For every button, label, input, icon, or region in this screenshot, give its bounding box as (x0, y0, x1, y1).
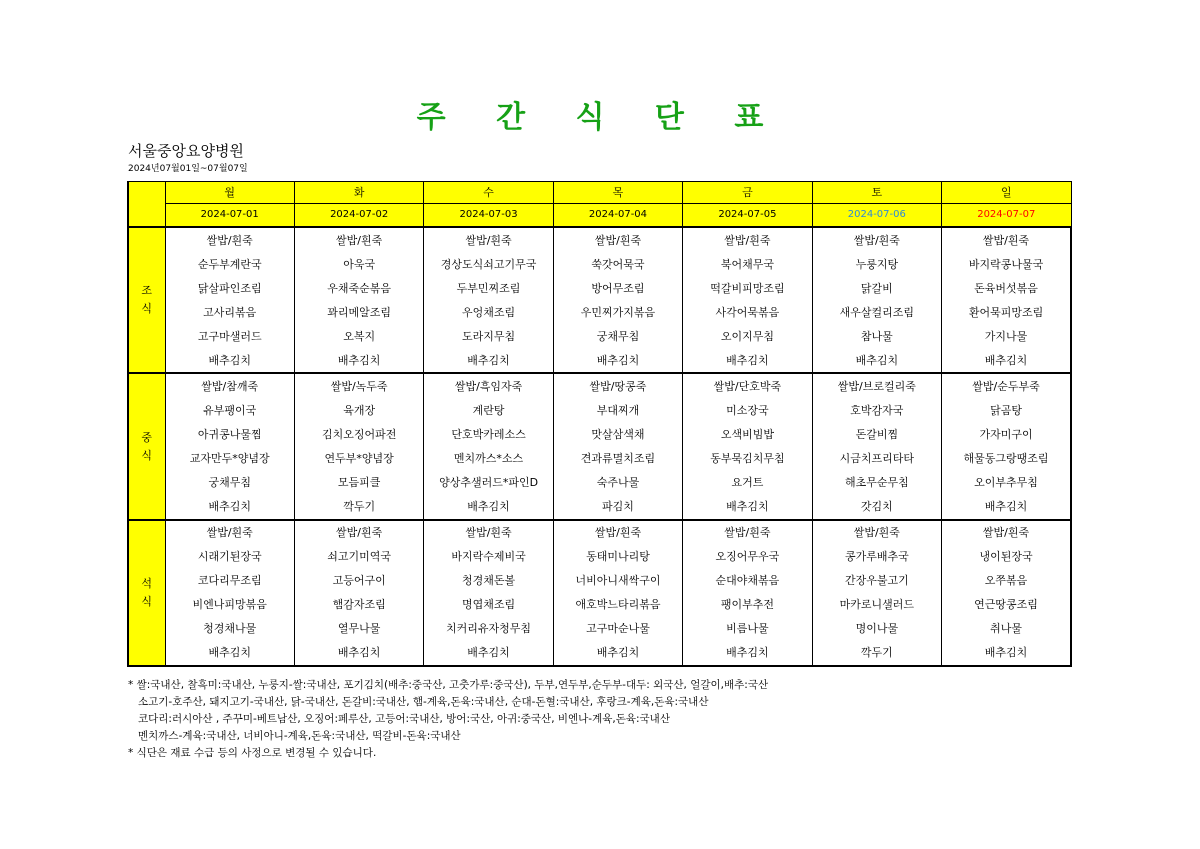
menu-row-lunch (128, 373, 1071, 398)
note-line: 코다리:러시아산 , 주꾸미-베트남산, 오징어:페루산, 고등어:국내산, 방어:국산, 아귀:중국산, 비엔나-계육,돈육:국내산 (138, 713, 670, 725)
menu-item: 오복지 (294, 324, 423, 348)
menu-item: 교자만두*양념장 (165, 447, 294, 471)
hospital-name: 서울중앙요양병원 (128, 142, 244, 160)
menu-item: 순대야채볶음 (683, 569, 812, 593)
menu-item: 배추김치 (294, 348, 423, 373)
menu-item: 쌀밥/흰죽 (553, 520, 682, 545)
menu-item: 청경채나물 (165, 617, 294, 641)
menu-item: 쌀밥/흰죽 (165, 520, 294, 545)
note-line: 소고기-호주산, 돼지고기-국내산, 닭-국내산, 돈갈비:국내산, 햄-계육,돈육:국내산, 순대-돈혈:국내산, 후랑크-계육,돈육:국내산 (138, 696, 709, 708)
menu-row-lunch (128, 495, 1071, 520)
menu-item: 열무나물 (294, 617, 423, 641)
menu-item: 배추김치 (424, 348, 553, 373)
menu-item: 쌀밥/참깨죽 (165, 373, 294, 398)
menu-item: 돈육버섯볶음 (942, 276, 1071, 300)
menu-item: 새우살컬리조림 (812, 300, 941, 324)
menu-row-dinner (128, 617, 1071, 641)
menu-row-lunch (128, 447, 1071, 471)
menu-item: 쌀밥/흰죽 (942, 227, 1071, 252)
menu-item: 오징어무우국 (683, 545, 812, 569)
menu-item: 사각어묵볶음 (683, 300, 812, 324)
menu-row-dinner (128, 545, 1071, 569)
note-line: * 식단은 재료 수급 등의 사정으로 변경될 수 있습니다. (128, 747, 377, 759)
menu-row-breakfast (128, 227, 1071, 252)
menu-item: 배추김치 (812, 348, 941, 373)
menu-item: 닭곰탕 (942, 398, 1071, 422)
menu-row-dinner (128, 520, 1071, 545)
day-sun: 일 (942, 182, 1071, 204)
header-corner-cell (128, 182, 165, 228)
menu-item: 오쭈볶음 (942, 569, 1071, 593)
day-header-row (128, 182, 1071, 204)
page-title: 주 간 식 단 표 (416, 100, 784, 135)
menu-item: 요거트 (683, 471, 812, 495)
menu-item: 우엉채조림 (424, 300, 553, 324)
menu-item: 배추김치 (165, 641, 294, 666)
menu-item: 아귀콩나물찜 (165, 422, 294, 446)
menu-item: 시금치프리타타 (812, 447, 941, 471)
menu-item: 배추김치 (942, 348, 1071, 373)
menu-item: 청경채돈볼 (424, 569, 553, 593)
menu-item: 가자미구이 (942, 422, 1071, 446)
meal-label-text: 조식 (141, 284, 153, 316)
menu-row-breakfast (128, 324, 1071, 348)
menu-item: 쌀밥/녹두죽 (294, 373, 423, 398)
menu-item: 깍두기 (812, 641, 941, 666)
menu-item: 해물동그랑땡조림 (942, 447, 1071, 471)
menu-item: 오색비빔밥 (683, 422, 812, 446)
menu-item: 부대찌개 (553, 398, 682, 422)
menu-item: 연두부*양념장 (294, 447, 423, 471)
day-fri: 금 (683, 182, 812, 204)
menu-item: 비엔나피망볶음 (165, 593, 294, 617)
menu-item: 꽈리메알조림 (294, 300, 423, 324)
menu-item: 쌀밥/흑임자죽 (424, 373, 553, 398)
menu-item: 쌀밥/흰죽 (165, 227, 294, 252)
menu-item: 돈갈비찜 (812, 422, 941, 446)
menu-item: 도라지무침 (424, 324, 553, 348)
menu-item: 배추김치 (683, 641, 812, 666)
weekly-menu-table (127, 181, 1072, 667)
menu-row-lunch (128, 398, 1071, 422)
meal-label-dinner (128, 520, 165, 666)
menu-item: 숙주나물 (553, 471, 682, 495)
menu-item: 쑥갓어묵국 (553, 252, 682, 276)
menu-item: 쌀밥/흰죽 (942, 520, 1071, 545)
menu-row-dinner (128, 641, 1071, 666)
note-line: 멘치까스-계육:국내산, 너비아니-계육,돈육:국내산, 떡갈비-돈육:국내산 (138, 730, 461, 742)
menu-item: 궁채무침 (165, 471, 294, 495)
menu-item: 우민찌가지볶음 (553, 300, 682, 324)
menu-item: 애호박느타리볶음 (553, 593, 682, 617)
origin-notes (128, 677, 768, 762)
menu-item: 배추김치 (294, 641, 423, 666)
day-tue: 화 (294, 182, 423, 204)
menu-item: 아욱국 (294, 252, 423, 276)
menu-item: 육개장 (294, 398, 423, 422)
menu-row-breakfast (128, 276, 1071, 300)
menu-item: 햄감자조림 (294, 593, 423, 617)
menu-item: 쌀밥/흰죽 (553, 227, 682, 252)
menu-item: 쌀밥/브로컬리죽 (812, 373, 941, 398)
menu-item: 명이나물 (812, 617, 941, 641)
menu-item: 오이부추무침 (942, 471, 1071, 495)
menu-item: 쌀밥/흰죽 (424, 227, 553, 252)
menu-item: 콩가루배추국 (812, 545, 941, 569)
menu-item: 코다리무조림 (165, 569, 294, 593)
menu-row-lunch (128, 422, 1071, 446)
date-sun: 2024-07-07 (942, 204, 1071, 228)
meal-label-text: 중식 (141, 430, 153, 462)
menu-item: 모듬피클 (294, 471, 423, 495)
menu-item: 양상추샐러드*파인D (424, 471, 553, 495)
menu-item: 고구마순나물 (553, 617, 682, 641)
menu-item: 연근땅콩조림 (942, 593, 1071, 617)
menu-item: 고등어구이 (294, 569, 423, 593)
day-thu: 목 (553, 182, 682, 204)
menu-item: 쌀밥/순두부죽 (942, 373, 1071, 398)
menu-row-dinner (128, 569, 1071, 593)
menu-item: 견과류멸치조림 (553, 447, 682, 471)
menu-item: 단호박카레소스 (424, 422, 553, 446)
menu-item: 멘치까스*소스 (424, 447, 553, 471)
menu-item: 닭갈비 (812, 276, 941, 300)
date-thu: 2024-07-04 (553, 204, 682, 228)
menu-item: 배추김치 (424, 495, 553, 520)
menu-item: 너비아니새싹구이 (553, 569, 682, 593)
menu-item: 김치오징어파전 (294, 422, 423, 446)
menu-item: 가지나물 (942, 324, 1071, 348)
menu-item: 고구마샐러드 (165, 324, 294, 348)
menu-item: 고사리볶음 (165, 300, 294, 324)
menu-row-dinner (128, 593, 1071, 617)
menu-item: 명엽채조림 (424, 593, 553, 617)
menu-item: 배추김치 (553, 641, 682, 666)
menu-item: 배추김치 (683, 495, 812, 520)
menu-item: 냉이된장국 (942, 545, 1071, 569)
menu-item: 두부민찌조림 (424, 276, 553, 300)
menu-item: 맛살삼색채 (553, 422, 682, 446)
menu-item: 오이지무침 (683, 324, 812, 348)
menu-item: 배추김치 (165, 348, 294, 373)
menu-item: 쌀밥/흰죽 (683, 520, 812, 545)
menu-item: 호박감자국 (812, 398, 941, 422)
date-fri: 2024-07-05 (683, 204, 812, 228)
date-sat: 2024-07-06 (812, 204, 941, 228)
menu-item: 배추김치 (424, 641, 553, 666)
menu-item: 쌀밥/땅콩죽 (553, 373, 682, 398)
menu-item: 동부묵김치무침 (683, 447, 812, 471)
menu-item: 누룽지탕 (812, 252, 941, 276)
day-wed: 수 (424, 182, 553, 204)
menu-item: 닭살파인조림 (165, 276, 294, 300)
meal-label-breakfast (128, 227, 165, 373)
menu-item: 미소장국 (683, 398, 812, 422)
menu-item: 시래기된장국 (165, 545, 294, 569)
menu-row-breakfast (128, 252, 1071, 276)
menu-item: 경상도식쇠고기무국 (424, 252, 553, 276)
menu-item: 동태미나리탕 (553, 545, 682, 569)
menu-item: 환어묵피망조림 (942, 300, 1071, 324)
menu-item: 우채죽순볶음 (294, 276, 423, 300)
meal-label-lunch (128, 373, 165, 519)
menu-item: 계란탕 (424, 398, 553, 422)
menu-item: 취나물 (942, 617, 1071, 641)
meal-label-text: 석식 (141, 576, 153, 608)
menu-row-breakfast (128, 300, 1071, 324)
menu-item: 바지락콩나물국 (942, 252, 1071, 276)
menu-item: 쌀밥/단호박죽 (683, 373, 812, 398)
menu-item: 배추김치 (553, 348, 682, 373)
menu-item: 쇠고기미역국 (294, 545, 423, 569)
menu-item: 바지락수제비국 (424, 545, 553, 569)
menu-item: 쌀밥/흰죽 (424, 520, 553, 545)
date-tue: 2024-07-02 (294, 204, 423, 228)
menu-item: 갓김치 (812, 495, 941, 520)
menu-item: 쌀밥/흰죽 (812, 520, 941, 545)
menu-item: 깍두기 (294, 495, 423, 520)
menu-item: 유부팽이국 (165, 398, 294, 422)
menu-item: 간장우불고기 (812, 569, 941, 593)
menu-row-lunch (128, 471, 1071, 495)
menu-item: 떡갈비피망조림 (683, 276, 812, 300)
menu-item: 치커리유자청무침 (424, 617, 553, 641)
menu-item: 마카로니샐러드 (812, 593, 941, 617)
menu-item: 방어무조림 (553, 276, 682, 300)
note-line: * 쌀:국내산, 찰흑미:국내산, 누룽지-쌀:국내산, 포기김치(배추:중국산, 고춧가루:중국산), 두부,연두부,순두부-대두: 외국산, 얼갈이,배추:국산 (128, 679, 769, 691)
menu-item: 배추김치 (683, 348, 812, 373)
date-mon: 2024-07-01 (165, 204, 294, 228)
menu-item: 배추김치 (165, 495, 294, 520)
menu-item: 쌀밥/흰죽 (683, 227, 812, 252)
day-sat: 토 (812, 182, 941, 204)
menu-period: 2024년07월01일~07월07일 (128, 164, 248, 174)
menu-item: 배추김치 (942, 641, 1071, 666)
menu-item: 배추김치 (942, 495, 1071, 520)
date-wed: 2024-07-03 (424, 204, 553, 228)
menu-row-breakfast (128, 348, 1071, 373)
menu-item: 쌀밥/흰죽 (294, 227, 423, 252)
menu-item: 궁채무침 (553, 324, 682, 348)
menu-item: 해초무순무침 (812, 471, 941, 495)
menu-item: 쌀밥/흰죽 (812, 227, 941, 252)
date-header-row (128, 204, 1071, 228)
menu-item: 참나물 (812, 324, 941, 348)
day-mon: 월 (165, 182, 294, 204)
menu-item: 순두부계란국 (165, 252, 294, 276)
menu-item: 팽이부추전 (683, 593, 812, 617)
menu-item: 쌀밥/흰죽 (294, 520, 423, 545)
menu-item: 파김치 (553, 495, 682, 520)
menu-item: 비름나물 (683, 617, 812, 641)
menu-item: 북어채무국 (683, 252, 812, 276)
